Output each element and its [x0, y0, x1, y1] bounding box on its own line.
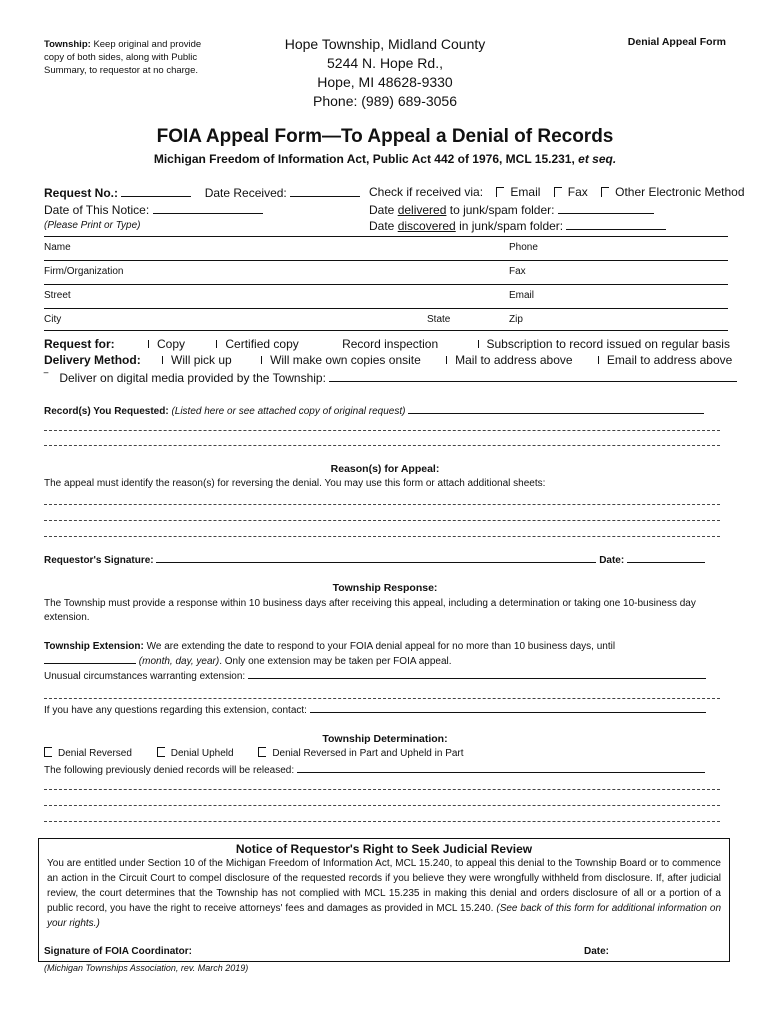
form-tag: Denial Appeal Form: [627, 36, 726, 48]
via-fax-label: Fax: [567, 185, 588, 199]
via-other-label: Other Electronic Method: [615, 185, 745, 199]
date-notice-row: [44, 202, 263, 217]
upheld-checkbox[interactable]: [157, 747, 165, 757]
date-notice-field[interactable]: [153, 202, 263, 214]
delivery-label: Delivery Method:: [44, 353, 141, 367]
date-discovered-field[interactable]: [566, 218, 666, 230]
date-discovered-row: [369, 218, 666, 233]
requestor-signature-field[interactable]: [156, 553, 596, 563]
footer-credit: (Michigan Townships Association, rev. March 2019): [44, 963, 249, 973]
zip-label: Zip: [509, 314, 523, 325]
date-delivered-pre: Date: [369, 203, 395, 217]
grid-divider: [44, 308, 728, 309]
mail-label: Mail to address above: [455, 353, 573, 367]
date-discovered-pre: Date: [369, 219, 395, 233]
inspection-label: Record inspection: [342, 337, 439, 351]
records-label: Record(s) You Requested:: [44, 406, 169, 417]
released-blank-line[interactable]: [44, 804, 720, 806]
subscription-label: Subscription to record issued on regular basis: [486, 337, 730, 351]
firm-label: Firm/Organization: [44, 266, 124, 277]
extension-date-field[interactable]: [44, 654, 136, 664]
own-copies-label: Will make own copies onsite: [270, 353, 421, 367]
township-note-text: Keep original and provide copy of both sides, along with Public Summary, to requestor at no charge.: [44, 39, 202, 76]
street-label: Street: [44, 290, 71, 301]
coordinator-date-label: Date:: [584, 946, 610, 957]
date-notice-label: Date of This Notice:: [44, 203, 150, 217]
records-row: [44, 404, 704, 417]
questions-field[interactable]: [310, 703, 706, 713]
records-blank-line[interactable]: [44, 444, 720, 446]
released-row: [44, 763, 720, 778]
subscription-checkbox[interactable]: [478, 340, 479, 348]
notice-body-italic: (See back of this form for additional information on your rights.): [47, 903, 722, 929]
request-no-label: Request No.:: [44, 186, 119, 200]
extension-blank-line[interactable]: [44, 697, 720, 699]
reasons-blank-line[interactable]: [44, 535, 720, 537]
date-delivered-field[interactable]: [558, 202, 654, 214]
state-label: State: [427, 314, 451, 325]
township-note: [44, 38, 204, 77]
notice-body-text: You are entitled under Section 10 of the Michigan Freedom of Information Act, MCL 15.240, to appeal this denial to the Township Board or to commence an action in the Circuit Court to compel disclosure of the requested records if you believe they were wrongfully withheld from disclosure. If, after judicial review, the court determines that the Township has not complied with MCL 15.235 in making this denial and orders disclosure of all or a portion of a public record, you have the right to receive attorneys' fees and damages as provided in MCL 15.240.: [47, 858, 721, 914]
requestor-signature-row: [44, 553, 705, 566]
name-label: Name: [44, 242, 71, 253]
notice-title: Notice of Requestor's Right to Seek Judicial Review: [235, 842, 533, 856]
grid-divider: [44, 330, 728, 331]
address-line: 5244 N. Hope Rd.,: [327, 55, 443, 71]
questions-label: If you have any questions regarding this extension, contact:: [44, 705, 307, 716]
notice-body: [39, 856, 729, 931]
reasons-blank-line[interactable]: [44, 503, 720, 505]
records-hint: (Listed here or see attached copy of original request): [171, 406, 406, 417]
date-delivered-row: [369, 202, 654, 217]
request-for-row: [44, 337, 734, 351]
unusual-label: Unusual circumstances warranting extension:: [44, 671, 246, 682]
date-discovered-post: in junk/spam folder:: [459, 219, 564, 233]
requestor-date-label: Date:: [599, 555, 625, 566]
address-line: Phone: (989) 689-3056: [313, 93, 457, 109]
mail-checkbox[interactable]: [446, 356, 447, 364]
released-field[interactable]: [297, 763, 705, 773]
digital-row: [44, 370, 737, 385]
extension-date-hint: (month, day, year): [138, 656, 220, 667]
copy-label: Copy: [157, 337, 186, 351]
grid-divider: [44, 236, 728, 237]
address-line: Hope, MI 48628-9330: [317, 74, 453, 90]
questions-row: [44, 703, 720, 718]
extension-text: [44, 640, 720, 684]
response-heading: Township Response:: [332, 582, 438, 594]
delivery-row: [44, 353, 734, 367]
records-field[interactable]: [408, 404, 704, 414]
reasons-heading: Reason(s) for Appeal:: [330, 463, 440, 475]
print-note: (Please Print or Type): [44, 220, 141, 231]
determination-heading: Township Determination:: [322, 733, 448, 745]
judicial-review-notice: [38, 838, 730, 962]
subtitle-italic: et seq.: [578, 152, 617, 166]
released-blank-line[interactable]: [44, 820, 720, 822]
other-checkbox[interactable]: [601, 187, 609, 197]
received-via-row: [369, 185, 745, 199]
response-text: The Township must provide a response within 10 business days after receiving this appeal, including a determination or taking one 10-business day extension.: [44, 598, 696, 623]
grid-divider: [44, 260, 728, 261]
email-delivery-checkbox[interactable]: [598, 356, 599, 364]
digital-field[interactable]: [329, 370, 737, 382]
unusual-field[interactable]: [248, 669, 706, 679]
digital-label: Deliver on digital media provided by the Township:: [59, 371, 326, 385]
township-address: [270, 35, 500, 111]
date-delivered-post: to junk/spam folder:: [449, 203, 555, 217]
reversed-label: Denial Reversed: [58, 748, 132, 759]
upheld-label: Denial Upheld: [170, 748, 234, 759]
own-copies-checkbox[interactable]: [261, 356, 262, 364]
address-line: Hope Township, Midland County: [284, 36, 486, 52]
date-received-field[interactable]: [290, 185, 360, 197]
requestor-signature-label: Requestor's Signature:: [44, 555, 154, 566]
via-email-label: Email: [510, 185, 541, 199]
fax-checkbox[interactable]: [554, 187, 562, 197]
copy-checkbox[interactable]: [148, 340, 149, 348]
form-subtitle: [0, 152, 770, 166]
date-received-label: Date Received:: [204, 186, 287, 200]
reasons-blank-line[interactable]: [44, 519, 720, 521]
coordinator-signature-field[interactable]: [205, 956, 575, 957]
email-checkbox[interactable]: [496, 187, 504, 197]
requestor-date-field[interactable]: [627, 553, 705, 563]
digital-checkbox[interactable]: ‾: [44, 371, 48, 385]
partial-label: Denial Reversed in Part and Upheld in Part: [272, 748, 464, 759]
form-title: FOIA Appeal Form—To Appeal a Denial of Records: [156, 126, 614, 147]
extension-label: Township Extension:: [44, 641, 144, 652]
certified-checkbox[interactable]: [216, 340, 217, 348]
pickup-label: Will pick up: [171, 353, 232, 367]
extension-text1: We are extending the date to respond to your FOIA denial appeal for no more than 10 business days, until: [146, 641, 616, 652]
determination-options: [44, 747, 720, 761]
reasons-text: The appeal must identify the reason(s) for reversing the denial. You may use this form or attach additional sheets:: [44, 478, 546, 489]
city-label: City: [44, 314, 62, 325]
extension-text2: . Only one extension may be taken per FOIA appeal.: [219, 656, 452, 667]
pickup-checkbox[interactable]: [162, 356, 163, 364]
phone-label: Phone: [509, 242, 538, 253]
date-discovered-u: discovered: [397, 219, 456, 233]
email-label: Email: [509, 290, 535, 301]
certified-label: Certified copy: [225, 337, 299, 351]
partial-checkbox[interactable]: [258, 747, 266, 757]
subtitle-text: Michigan Freedom of Information Act, Public Act 442 of 1976, MCL 15.231,: [153, 152, 575, 166]
coordinator-signature-label: Signature of FOIA Coordinator:: [44, 946, 192, 957]
request-for-label: Request for:: [44, 337, 115, 351]
township-note-label: Township:: [44, 39, 91, 50]
received-via-label: Check if received via:: [369, 185, 484, 199]
released-label: The following previously denied records will be released:: [44, 765, 295, 776]
records-blank-line[interactable]: [44, 429, 720, 431]
request-no-row: [44, 185, 360, 200]
released-blank-line[interactable]: [44, 788, 720, 790]
fax-label: Fax: [509, 266, 526, 277]
reversed-checkbox[interactable]: [44, 747, 52, 757]
date-delivered-u: delivered: [397, 203, 447, 217]
grid-divider: [44, 284, 728, 285]
email-delivery-label: Email to address above: [606, 353, 733, 367]
request-no-field[interactable]: [121, 185, 191, 197]
